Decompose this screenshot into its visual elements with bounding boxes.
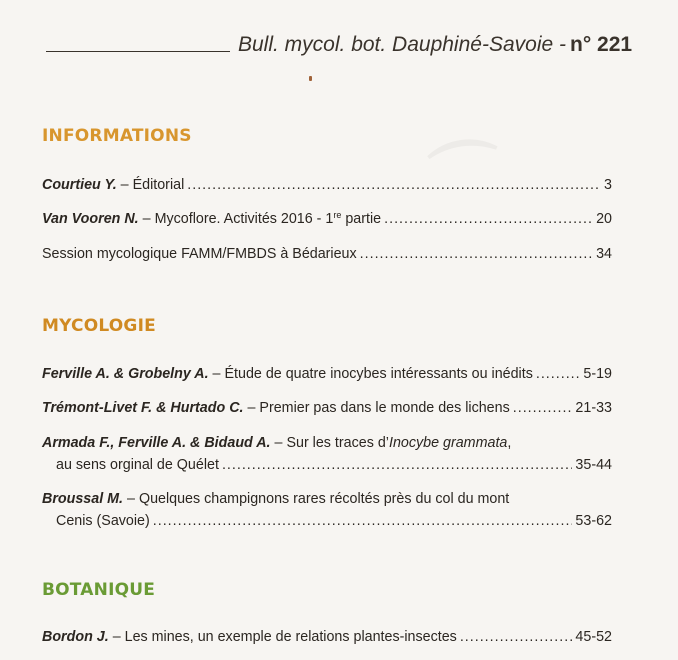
show-through-decoration: ⌒	[425, 130, 507, 222]
dot-leader	[536, 363, 581, 385]
entry-pages: 21-33	[575, 400, 612, 416]
entry-separator: –	[270, 435, 287, 451]
entry-author: Bordon J.	[42, 629, 109, 645]
entry-separator: –	[138, 211, 155, 227]
entry-title-continued: Cenis (Savoie)	[56, 513, 150, 529]
entry-separator: –	[208, 366, 225, 382]
dot-leader	[513, 397, 573, 419]
dot-leader	[153, 510, 573, 532]
toc-entry[interactable]	[42, 626, 612, 648]
entry-title: Mycoflore. Activités 2016 - 1re partie	[154, 210, 382, 227]
superscript: re	[333, 210, 342, 220]
dot-leader	[384, 208, 593, 230]
entry-pages: 3	[604, 177, 612, 193]
dot-leader	[460, 626, 573, 648]
entry-title: Sur les traces d’Inocybe grammata,	[286, 435, 512, 451]
toc-entry[interactable]	[42, 174, 612, 196]
dot-leader	[360, 243, 593, 265]
section-heading-informations: INFORMATIONS	[42, 126, 192, 146]
entry-separator: –	[123, 491, 139, 507]
entry-pages: 5-19	[583, 366, 612, 382]
entry-title: Étude de quatre inocybes intéressants ou inédits	[224, 366, 533, 382]
paper-speck	[309, 76, 312, 81]
entry-author: Trémont-Livet F. & Hurtado C.	[42, 400, 244, 416]
toc-entry[interactable]	[42, 488, 612, 532]
toc-entry[interactable]	[42, 397, 612, 419]
entry-author: Broussal M.	[42, 491, 124, 507]
entry-title: Éditorial	[132, 177, 185, 193]
entry-pages: 20	[596, 211, 612, 227]
entry-pages: 34	[596, 246, 612, 262]
entry-pages: 45-52	[575, 629, 612, 645]
header-rule	[46, 51, 230, 52]
entry-separator: –	[116, 177, 133, 193]
entry-separator: –	[108, 629, 125, 645]
entry-author: Courtieu Y.	[42, 177, 117, 193]
entry-title: Premier pas dans le monde des lichens	[259, 400, 510, 416]
entry-title: Quelques champignons rares récoltés près du col du mont	[138, 491, 510, 507]
issue-number: n° 221	[570, 33, 633, 56]
section-heading-botanique: BOTANIQUE	[42, 580, 156, 600]
toc-entry[interactable]	[42, 208, 612, 230]
entry-pages: 53-62	[575, 513, 612, 529]
entry-separator: –	[243, 400, 260, 416]
entry-author: Ferville A. & Grobelny A.	[42, 366, 209, 382]
species-name: Inocybe grammata	[388, 435, 508, 451]
section-heading-mycologie: MYCOLOGIE	[42, 316, 156, 336]
entry-author: Van Vooren N.	[42, 211, 139, 227]
entry-title: Les mines, un exemple de relations plantes-insectes	[124, 629, 457, 645]
dot-leader	[222, 454, 572, 476]
entry-author: Armada F., Ferville A. & Bidaud A.	[42, 435, 271, 451]
journal-header	[46, 30, 658, 60]
dot-leader	[187, 174, 601, 196]
journal-title: Bull. mycol. bot. Dauphiné-Savoie -	[238, 33, 566, 56]
toc-entry[interactable]	[42, 432, 612, 476]
toc-entry[interactable]	[42, 243, 612, 265]
entry-pages: 35-44	[575, 457, 612, 473]
entry-title-continued: au sens orginal de Quélet	[56, 457, 219, 473]
entry-title: Session mycologique FAMM/FMBDS à Bédarieux	[42, 246, 357, 262]
toc-entry[interactable]	[42, 363, 612, 385]
